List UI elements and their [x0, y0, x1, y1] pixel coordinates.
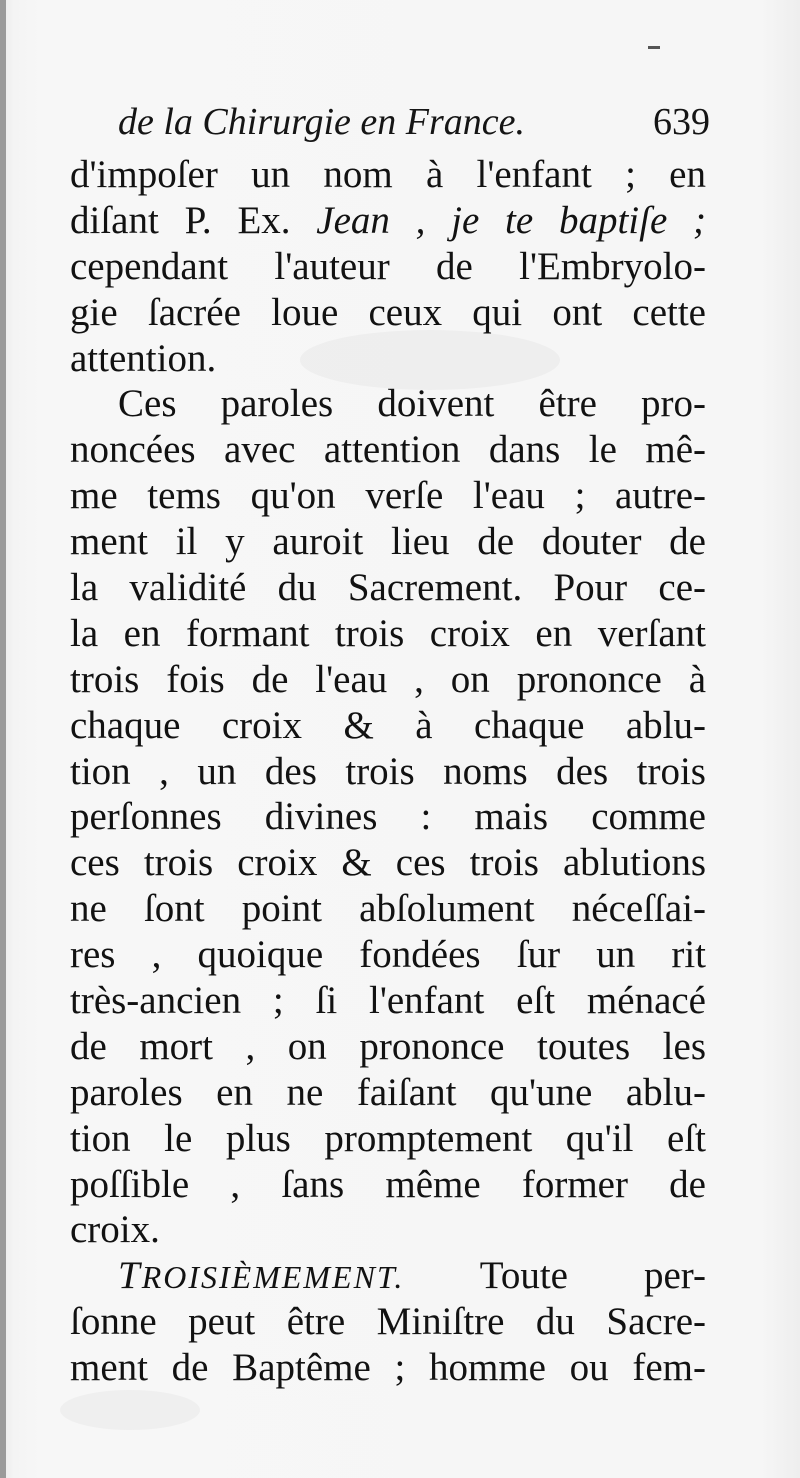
- ink-mark: [648, 46, 660, 49]
- text-line: ment il y auroit lieu de douter de: [70, 520, 706, 564]
- text-segment: Toute per-: [479, 1254, 706, 1298]
- page-edge-shadow: [0, 0, 6, 1478]
- text-line: ment de Baptême ; homme ou fem-: [70, 1346, 706, 1390]
- page-number: 639: [653, 101, 710, 143]
- text-line: la validité du Sacrement. Pour ce-: [70, 566, 706, 610]
- text-line: perſonnes divines : mais comme: [70, 795, 706, 839]
- text-line: poſſible , ſans même former de: [70, 1162, 706, 1206]
- text-line: attention.: [70, 336, 217, 380]
- text-line: res , quoique fondées ſur un rit: [70, 933, 706, 977]
- text-line: tion , un des trois noms des trois: [70, 749, 706, 793]
- bleed-through-smudge: [60, 1390, 200, 1430]
- text-line: ne ſont point abſolument néceſſai-: [70, 887, 706, 931]
- text-line: noncées avec attention dans le mê-: [70, 428, 706, 472]
- body-text: [70, 152, 706, 1391]
- text-line: tion le plus promptement qu'il eſt: [70, 1116, 706, 1160]
- smallcaps-heading: TROISIÈMEMENT.: [118, 1254, 405, 1298]
- running-title: de la Chirurgie en France.: [118, 101, 526, 143]
- text-line: très-ancien ; ſi l'enfant eſt ménacé: [70, 979, 706, 1023]
- text-line: chaque croix & à chaque ablu-: [70, 703, 706, 747]
- text-line: croix.: [70, 1208, 160, 1252]
- text-line: d'impoſer un nom à l'enfant ; en: [70, 153, 706, 196]
- text-line: trois fois de l'eau , on prononce à: [70, 657, 706, 701]
- text-line: [70, 198, 706, 244]
- text-line: la en formant trois croix en verſant: [70, 611, 706, 655]
- text-line: ſonne peut être Miniſtre du Sacre-: [70, 1300, 706, 1344]
- text-line: cependant l'auteur de l'Embryolo-: [70, 244, 706, 288]
- text-line: gie ſacrée loue ceux qui ont cette: [70, 290, 706, 334]
- running-header: [118, 100, 710, 150]
- text-line: me tems qu'on verſe l'eau ; autre-: [70, 474, 706, 518]
- text-line: [70, 1253, 706, 1299]
- text-line: Ces paroles doivent être pro-: [118, 382, 706, 426]
- text-segment: diſant P. Ex.: [70, 198, 291, 242]
- text-line: de mort , on prononce toutes les: [70, 1024, 706, 1068]
- text-line: ces trois croix & ces trois ablutions: [70, 841, 706, 885]
- italic-phrase: Jean , je te baptiſe ;: [316, 198, 707, 242]
- text-line: paroles en ne faiſant qu'une ablu-: [70, 1070, 706, 1114]
